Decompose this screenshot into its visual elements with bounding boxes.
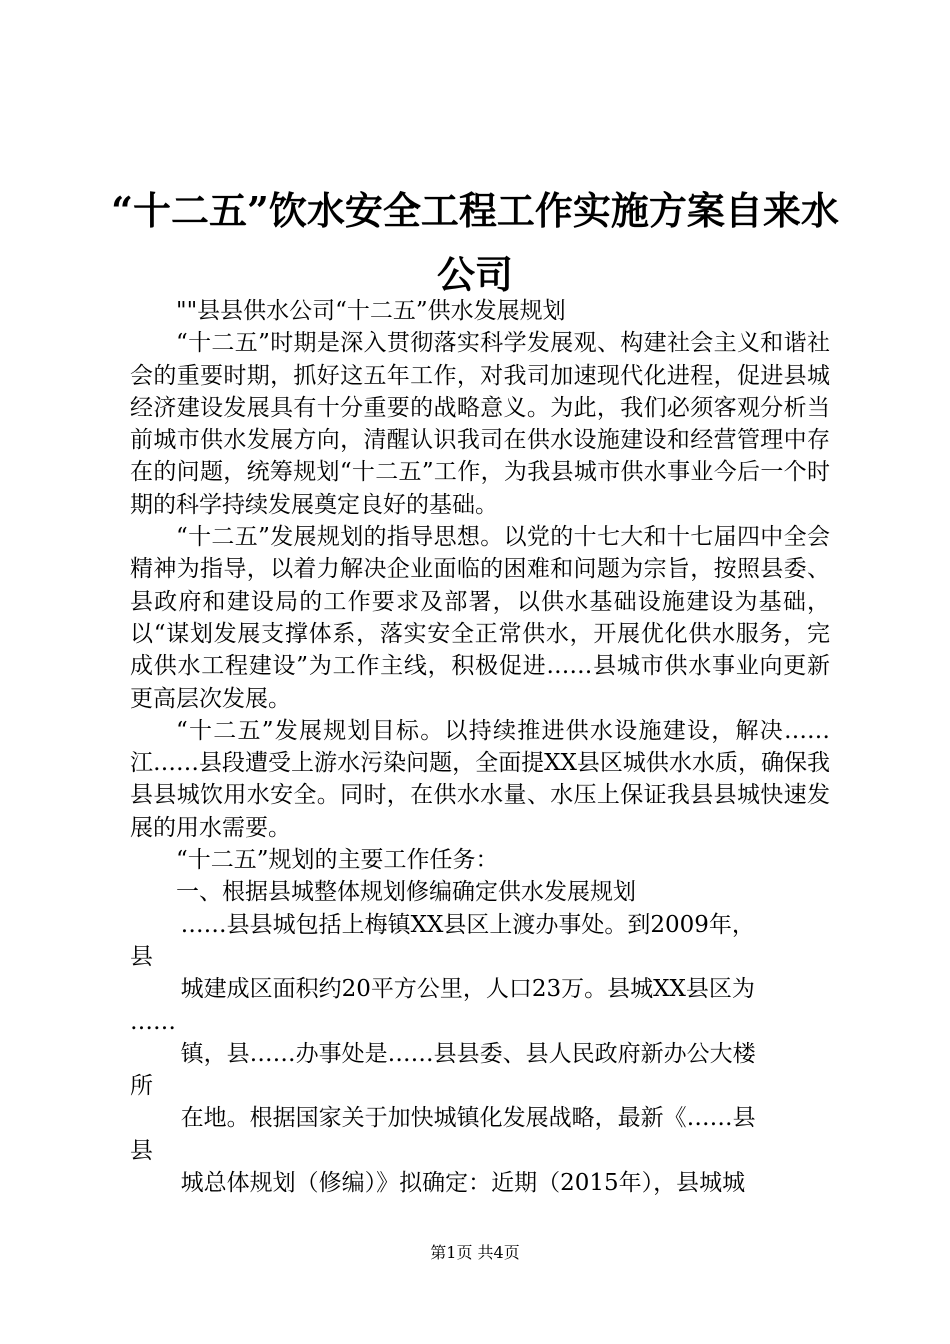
wrapped-line-main: 在地。根据国家关于加快城镇化发展战略，最新《……县 <box>180 1105 756 1132</box>
document-body <box>130 295 830 1199</box>
document-title-line-1: “十二五”饮水安全工程工作实施方案自来水 <box>111 188 839 233</box>
wrapped-line-main: 镇，县……办事处是……县县委、县人民政府新办公大楼 <box>180 1040 756 1067</box>
wrapped-line-main: 城建成区面积约20平方公里，人口23万。县城XX县区为 <box>180 976 755 1003</box>
wrapped-line-continuation: 县 <box>130 1137 153 1164</box>
wrapped-line-main: 城总体规划（修编）》拟确定：近期（2015年），县城城 <box>180 1170 746 1197</box>
wrapped-line-main: ……县县城包括上梅镇XX县区上渡办事处。到2009年， <box>180 911 755 938</box>
document-title-line-2: 公司 <box>436 252 513 297</box>
wrapped-line <box>130 1167 830 1199</box>
wrapped-line <box>130 909 830 974</box>
body-paragraph: “十二五”发展规划目标。以持续推进供水设施建设，解决……江……县段遭受上游水污染问题，全面提XX县区城供水水质，确保我县县城饮用水安全。同时，在供水水量、水压上保证我县县城快速发展的用水需要。 <box>130 717 830 841</box>
wrapped-line-continuation: 所 <box>130 1073 153 1100</box>
wrapped-line-continuation: 县 <box>130 943 153 970</box>
body-paragraph: “十二五”规划的主要工作任务： <box>176 847 499 874</box>
wrapped-line <box>130 1038 830 1103</box>
wrapped-line <box>130 973 830 1038</box>
body-paragraph: “十二五”发展规划的指导思想。以党的十七大和十七届四中全会精神为指导，以着力解决企业面临的困难和问题为宗旨，按照县委、县政府和建设局的工作要求及部署，以供水基础设施建设为基础，以“谋划发展支撑体系，落实安全正常供水，开展优化供水服务，完成供水工程建设”为工作主线，积极促进……县城市供水事业向更新更高层次发展。 <box>130 524 830 712</box>
subtitle-paragraph: ""县县供水公司“十二五”供水发展规划 <box>176 298 566 324</box>
body-paragraph: “十二五”时期是深入贯彻落实科学发展观、构建社会主义和谐社会的重要时期，抓好这五年工作，对我司加速现代化进程，促进县城经济建设发展具有十分重要的战略意义。为此，我们必须客观分析当前城市供水发展方向，清醒认识我司在供水设施建设和经营管理中存在的问题，统筹规划“十二五”工作，为我县城市供水事业今后一个时期的科学持续发展奠定良好的基础。 <box>130 330 830 518</box>
page-footer: 第1页 共4页 <box>430 1243 520 1262</box>
section-heading: 一、根据县城整体规划修编确定供水发展规划 <box>176 879 636 906</box>
wrapped-line <box>130 1102 830 1167</box>
wrapped-line-continuation: …… <box>130 1008 176 1035</box>
